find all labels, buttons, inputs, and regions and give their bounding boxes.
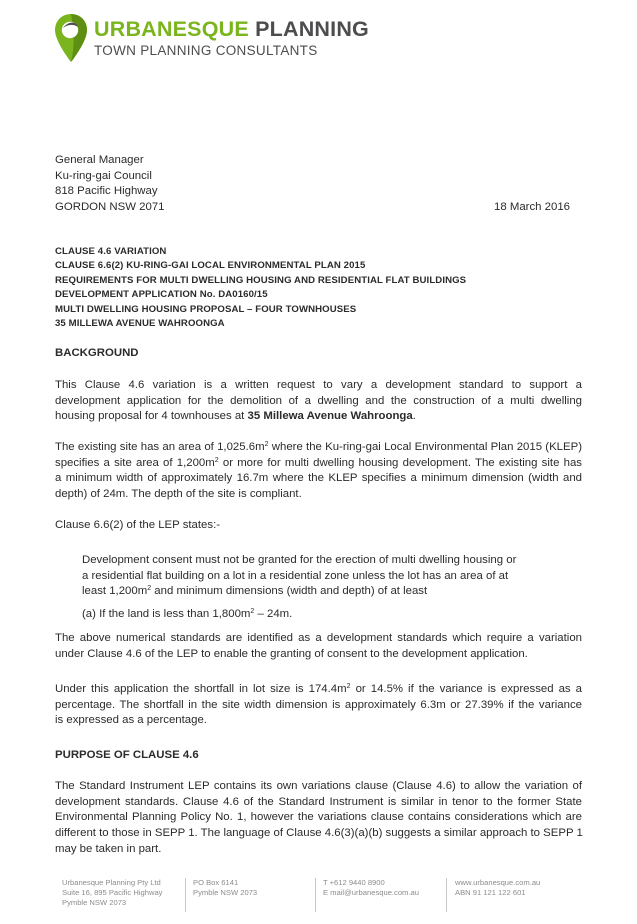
quote-line	[82, 607, 552, 623]
superscript: 2	[214, 456, 219, 464]
subject-line: MULTI DWELLING HOUSING PROPOSAL – FOUR TOWNHOUSES	[55, 303, 357, 315]
purpose-heading: PURPOSE OF CLAUSE 4.6	[55, 749, 199, 761]
footer-divider	[185, 878, 186, 912]
recipient-line: Ku-ring-gai Council	[55, 169, 152, 182]
paragraph-line: development application for the demolition of a dwelling and the construction of a multi dwelling	[55, 394, 582, 407]
footer-divider	[446, 878, 447, 912]
footer-web-abn	[455, 878, 540, 898]
superscript: 2	[346, 683, 351, 690]
background-paragraph-3	[55, 518, 582, 534]
logo-tagline: TOWN PLANNING CONSULTANTS	[94, 43, 318, 58]
recipient-address	[55, 153, 165, 215]
paragraph-line: percentage. The shortfall in the site width dimension is approximately 6.3m or 27.39% if the variance	[55, 698, 582, 711]
text-run: least 1,200m	[82, 585, 148, 598]
footer-line: T +612 9440 8900	[323, 878, 385, 887]
background-heading: BACKGROUND	[55, 347, 139, 359]
superscript: 2	[250, 607, 255, 615]
paragraph-line: a minimum width of approximately 16.7m where the KLEP specifies a minimum dimension (width and	[55, 472, 582, 485]
footer-line: PO Box 6141	[193, 878, 239, 887]
quote-line	[82, 584, 552, 600]
text-run: and minimum dimensions (width and depth) of at least	[151, 585, 428, 598]
logo-name-part1: URBANESQUE	[94, 17, 249, 41]
text-run: specifies a site area of 1,200m	[55, 456, 215, 469]
background-paragraph-2	[55, 440, 582, 503]
paragraph-line	[55, 409, 582, 425]
letterhead-footer	[0, 878, 637, 918]
paragraph-line	[55, 682, 582, 698]
text-run: where the Ku-ring-gai Local Environmental Plan 2015 (KLEP)	[268, 441, 583, 453]
background-paragraph-5	[55, 682, 582, 729]
lep-quote	[82, 553, 552, 622]
footer-line: Pymble NSW 2073	[62, 898, 127, 908]
quote-line: Development consent must not be granted for the erection of multi dwelling housing or	[82, 554, 517, 566]
quote-line: a residential flat building on a lot in a residential zone unless the lot has an area of at	[82, 569, 509, 582]
subject-block	[55, 245, 466, 331]
paragraph-line	[55, 456, 582, 472]
text-run: – 24m.	[254, 607, 293, 620]
background-paragraph-1	[55, 378, 582, 425]
footer-contact	[323, 878, 419, 898]
logo-name-part2: PLANNING	[255, 17, 369, 41]
map-pin-icon	[54, 13, 88, 63]
recipient-line: GORDON NSW 2071	[55, 200, 165, 213]
footer-divider	[315, 878, 316, 912]
footer-company-address	[62, 878, 162, 909]
letter-date: 18 March 2016	[494, 201, 570, 213]
text-run: (a) If the land is less than 1,800m	[82, 607, 251, 620]
paragraph-line: Clause 6.6(2) of the LEP states:-	[55, 519, 221, 531]
footer-line: Pymble NSW 2073	[193, 888, 258, 898]
paragraph-line: development standards. Clause 4.6 of the Standard Instrument is similar in tenor to the former State	[55, 795, 582, 808]
footer-postal-address	[193, 878, 257, 898]
paragraph-line: is expressed as a percentage.	[55, 714, 207, 727]
paragraph-line: different to those in SEPP 1. The language of Clause 4.6(3)(a)(b) suggests a similar approach to SEPP 1	[55, 827, 583, 840]
paragraph-line: depth) of 24m. The depth of the site is compliant.	[55, 488, 302, 501]
superscript: 2	[147, 585, 152, 593]
text-run: Under this application the shortfall in lot size is 174.4m	[55, 683, 347, 695]
site-address-bold: 35 Millewa Avenue Wahroonga	[247, 410, 413, 423]
background-paragraph-4	[55, 631, 582, 662]
logo-wordmark	[94, 17, 369, 42]
paragraph-line: This Clause 4.6 variation is a written request to vary a development standard to support a	[55, 379, 582, 391]
paragraph-line: under Clause 4.6 of the LEP to enable the granting of consent to the development application.	[55, 647, 528, 660]
text-run: or 14.5% if the variance is expressed as a	[350, 683, 582, 695]
recipient-line: General Manager	[55, 154, 144, 166]
paragraph-line: The above numerical standards are identified as a development standards which require a variation	[55, 632, 582, 644]
paragraph-line: may be taken in part.	[55, 842, 162, 855]
company-logo	[54, 13, 369, 65]
footer-line: ABN 91 121 122 601	[455, 888, 526, 898]
paragraph-line	[55, 440, 582, 456]
footer-line: Urbanesque Planning Pty Ltd	[62, 878, 161, 887]
text-run: housing proposal for 4 townhouses at	[55, 410, 248, 423]
footer-line: www.urbanesque.com.au	[455, 878, 541, 887]
superscript: 2	[264, 441, 269, 448]
subject-line: 35 MILLEWA AVENUE WAHROONGA	[55, 318, 225, 330]
subject-line: REQUIREMENTS FOR MULTI DWELLING HOUSING AND RESIDENTIAL FLAT BUILDINGS	[55, 274, 467, 286]
subject-line: CLAUSE 6.6(2) KU-RING-GAI LOCAL ENVIRONMENTAL PLAN 2015	[55, 260, 366, 272]
purpose-paragraph-1	[55, 779, 582, 858]
footer-line: E mail@urbanesque.com.au	[323, 888, 419, 898]
footer-line: Suite 16, 895 Pacific Highway	[62, 888, 163, 898]
subject-line: DEVELOPMENT APPLICATION No. DA0160/15	[55, 289, 268, 301]
paragraph-line: Environmental Planning Policy No. 1, however the variations clause contains considerations which are	[55, 811, 582, 824]
text-run: .	[412, 410, 416, 423]
text-run: or more for multi dwelling housing development. The existing site has	[218, 456, 582, 469]
subject-line: CLAUSE 4.6 VARIATION	[55, 246, 167, 257]
recipient-line: 818 Pacific Highway	[55, 185, 158, 198]
paragraph-line: The Standard Instrument LEP contains its own variations clause (Clause 4.6) to allow the variation of	[55, 780, 582, 792]
text-run: The existing site has an area of 1,025.6m	[55, 441, 265, 453]
